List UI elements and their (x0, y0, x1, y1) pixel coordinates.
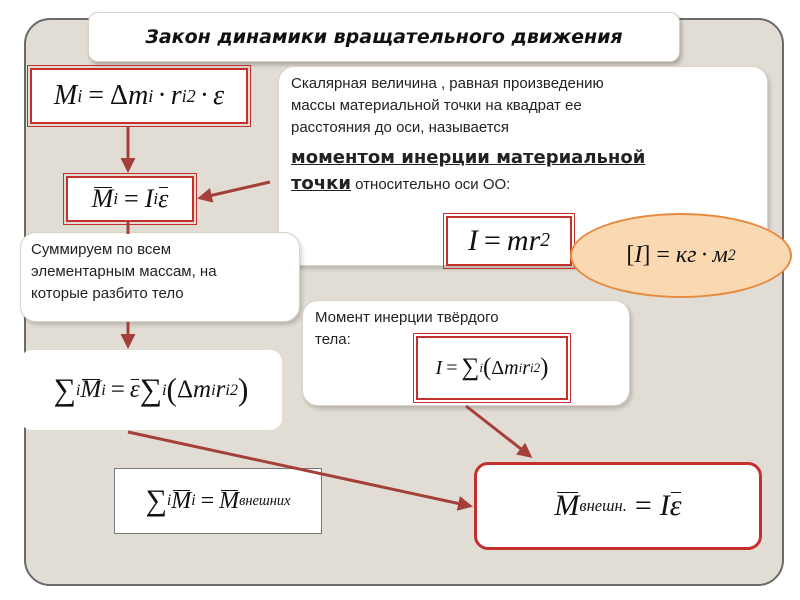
summation-note-line-3: которые разбито тело (31, 285, 184, 302)
formula-inertia-body: I = ∑ i ( Δ m i r i 2 ) (416, 336, 568, 400)
summation-note-line-1: Суммируем по всем (31, 241, 172, 258)
arrow-inertia-to-result (466, 406, 530, 456)
rigid-body-note-line-2: тела: (315, 331, 351, 348)
definition-line-3: расстояния до оси, называется (291, 119, 510, 136)
definition-term-2: точки (291, 173, 351, 194)
formula-moment-vector: M i = I i ε (66, 176, 194, 222)
arrow-definition-to-vector (200, 182, 270, 198)
slide-title: Закон динамики вращательного движения (88, 12, 680, 62)
definition-term-1: моментом инерции материальной (291, 147, 646, 168)
summation-note-line-2: элементарным массам, на (31, 263, 217, 280)
rigid-body-note-line-1: Момент инерции твёрдого (315, 309, 499, 326)
definition-line-1: Скалярная величина , равная произведению (291, 75, 604, 92)
definition-suffix: относительно оси ОО: (351, 176, 511, 193)
arrow-sum-to-result (128, 432, 470, 506)
formula-external-moments: ∑ i M i = M внешних (114, 468, 322, 534)
units-ellipse: [ I ] = кг · м 2 (570, 213, 792, 298)
formula-inertia-point: I = mr 2 (446, 216, 572, 266)
formula-moment-point: M i = Δ m i · r i 2 · ε (30, 68, 248, 124)
result-equation-box: M внешн. = I ε (474, 462, 762, 550)
definition-line-2: массы материальной точки на квадрат ее (291, 97, 582, 114)
formula-sum-moments: ∑ i M i = ε ∑ i ( Δ m i r i 2 ) (20, 350, 282, 430)
